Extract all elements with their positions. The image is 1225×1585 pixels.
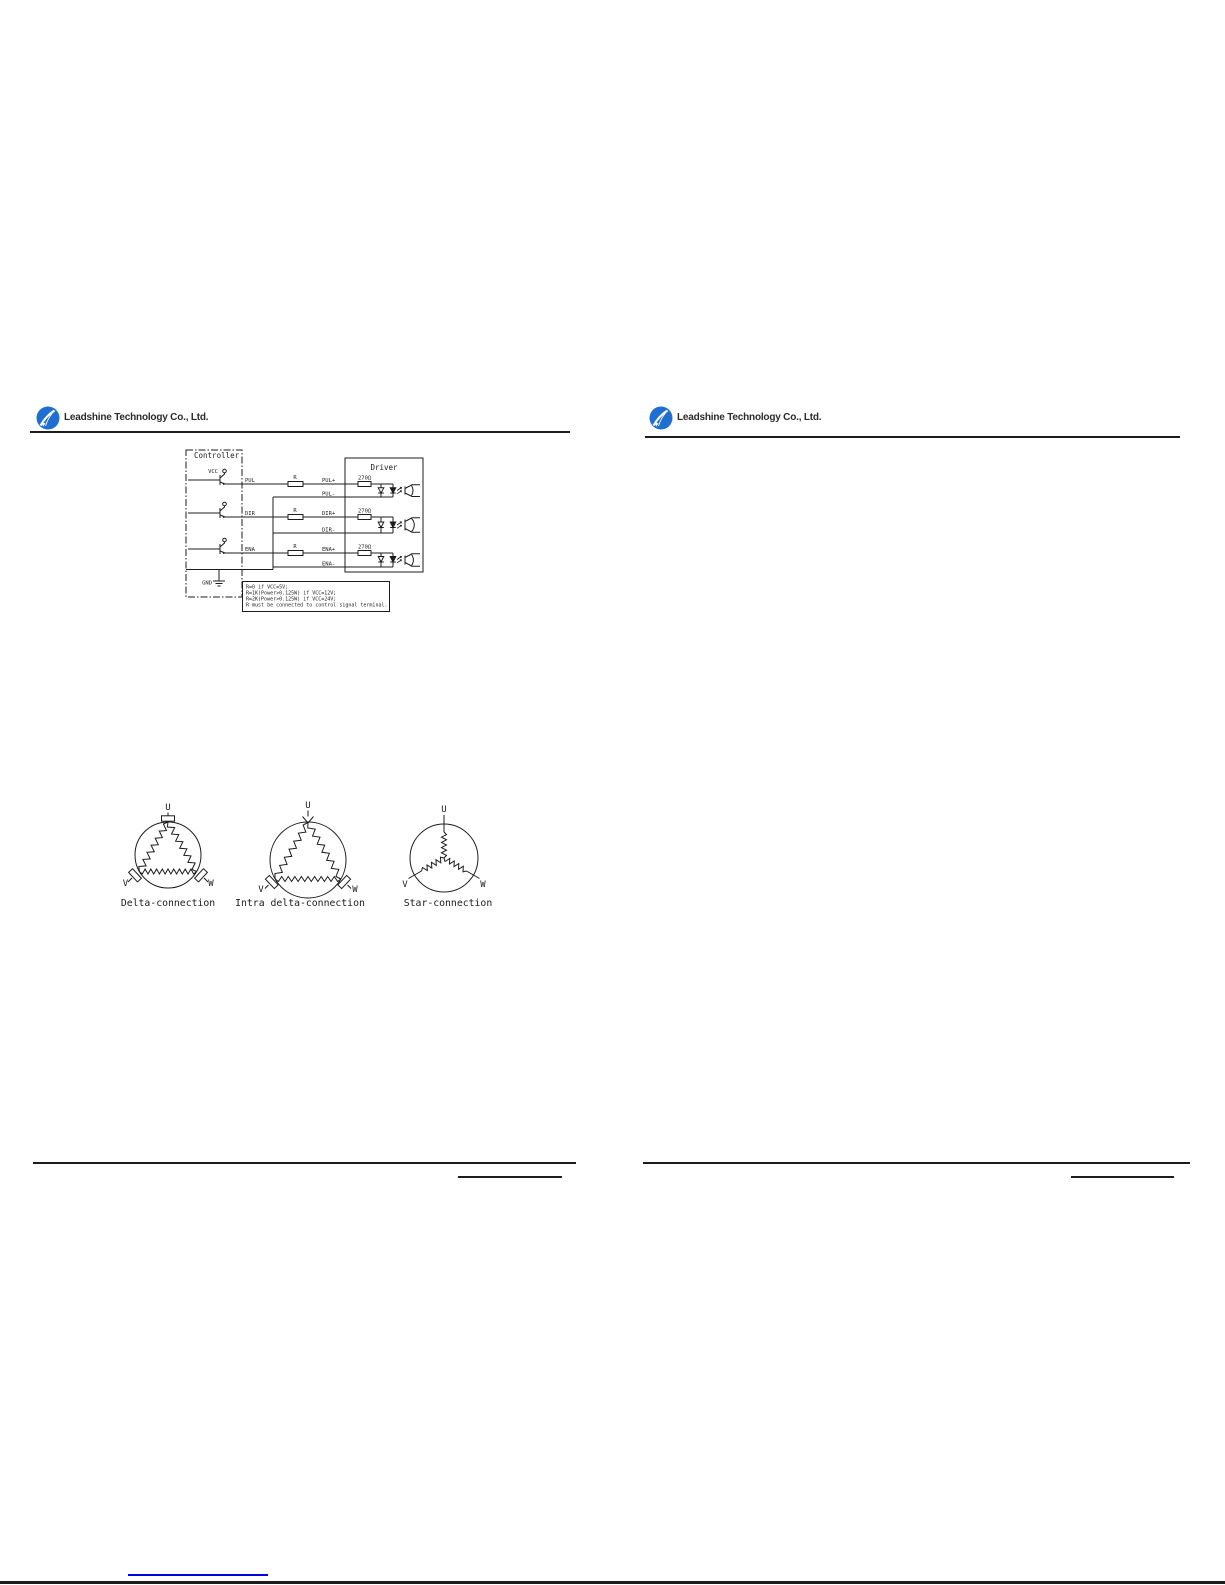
plus-terminal-label: PUL+ (322, 478, 336, 484)
driver-label: Driver (370, 463, 398, 472)
input-resistor (358, 515, 371, 520)
terminal-u-label: U (305, 801, 311, 811)
series-resistor (288, 515, 303, 520)
star-connection-diagram (402, 805, 492, 909)
motor-body (270, 822, 346, 898)
footer-subrule-right (1071, 1176, 1174, 1178)
transistor-icon (188, 502, 226, 518)
terminal-w-label: W (480, 880, 486, 890)
note-line: R=0 if VCC=5V; (246, 584, 289, 591)
series-resistor (288, 551, 303, 556)
terminal-v-label: V (258, 885, 264, 895)
minus-terminal-label: PUL- (322, 491, 336, 498)
winding (167, 822, 196, 872)
note-line: R=1K(Power>0.125W) if VCC=12V; (246, 590, 337, 597)
winding (444, 858, 467, 872)
signal-label: ENA (245, 547, 255, 553)
input-resistor-label: 270Ω (358, 508, 372, 515)
terminal-w-label: W (208, 879, 214, 889)
company-name: Leadshine Technology Co., Ltd. (64, 412, 209, 423)
winding (139, 869, 196, 874)
winding (422, 857, 445, 871)
input-resistor-label: 270Ω (358, 475, 372, 482)
note-line: R=2K(Power>0.125W) if VCC=24V; (246, 596, 337, 603)
terminal-u-label: U (441, 805, 447, 815)
footer-rule-left (33, 1162, 576, 1164)
winding (275, 823, 308, 880)
motor-body (135, 822, 201, 888)
series-resistor-label: R (293, 544, 297, 550)
diagram-caption: Star-connection (403, 898, 493, 909)
vcc-label: VCC (208, 469, 218, 475)
optocoupler-icon (378, 484, 420, 497)
series-resistor-label: R (293, 508, 297, 514)
company-name: Leadshine Technology Co., Ltd. (677, 412, 822, 423)
diagram-caption: Delta-connection (120, 898, 216, 909)
winding (139, 822, 168, 872)
page-bottom-edge (0, 1581, 1225, 1584)
series-resistor-label: R (293, 475, 297, 481)
terminal-v-label: V (122, 879, 129, 889)
leadshine-logo-icon (36, 406, 60, 430)
gnd-label: GND (202, 580, 212, 587)
input-resistor (358, 551, 371, 556)
transistor-icon (188, 538, 226, 554)
delta-connection-diagram (121, 803, 215, 909)
winding (442, 832, 447, 858)
plus-terminal-label: DIR+ (322, 511, 336, 517)
ground-icon (213, 581, 225, 586)
terminal-pad (162, 816, 175, 821)
input-resistor (358, 482, 371, 487)
signal-label: DIR (245, 511, 255, 517)
winding (275, 877, 341, 882)
common-return-bus (186, 497, 273, 586)
motor-connection-diagrams (100, 786, 500, 910)
intra-delta-connection-diagram (235, 801, 365, 909)
optocoupler-icon (378, 517, 420, 533)
diagram-caption: Intra delta-connection (235, 898, 365, 909)
plus-terminal-label: ENA+ (322, 547, 336, 553)
channel-dir (188, 502, 420, 533)
footer-rule-right (643, 1162, 1190, 1164)
terminal-w-label: W (352, 885, 358, 895)
series-resistor (288, 482, 303, 487)
channel-pul (188, 469, 420, 497)
controller-driver-wiring-diagram (182, 447, 427, 619)
footer-subrule-left (458, 1176, 562, 1178)
signal-label: PUL (245, 478, 255, 484)
terminal-u-label: U (165, 803, 171, 813)
winding (308, 823, 341, 880)
channel-ena (188, 538, 420, 567)
terminal-v-label: V (402, 880, 408, 890)
resistor-note-box (243, 582, 390, 612)
optocoupler-icon (378, 553, 420, 567)
header-rule-right (645, 436, 1180, 438)
note-line: R must be connected to control signal terminal. (246, 602, 388, 609)
minus-terminal-label: ENA- (322, 561, 336, 568)
minus-terminal-label: DIR- (322, 527, 336, 534)
controller-label: Controller (194, 451, 240, 460)
header-rule-left (30, 431, 570, 433)
footer-link-underline[interactable] (128, 1574, 268, 1576)
leadshine-logo-icon (649, 406, 673, 430)
input-resistor-label: 270Ω (358, 544, 372, 551)
